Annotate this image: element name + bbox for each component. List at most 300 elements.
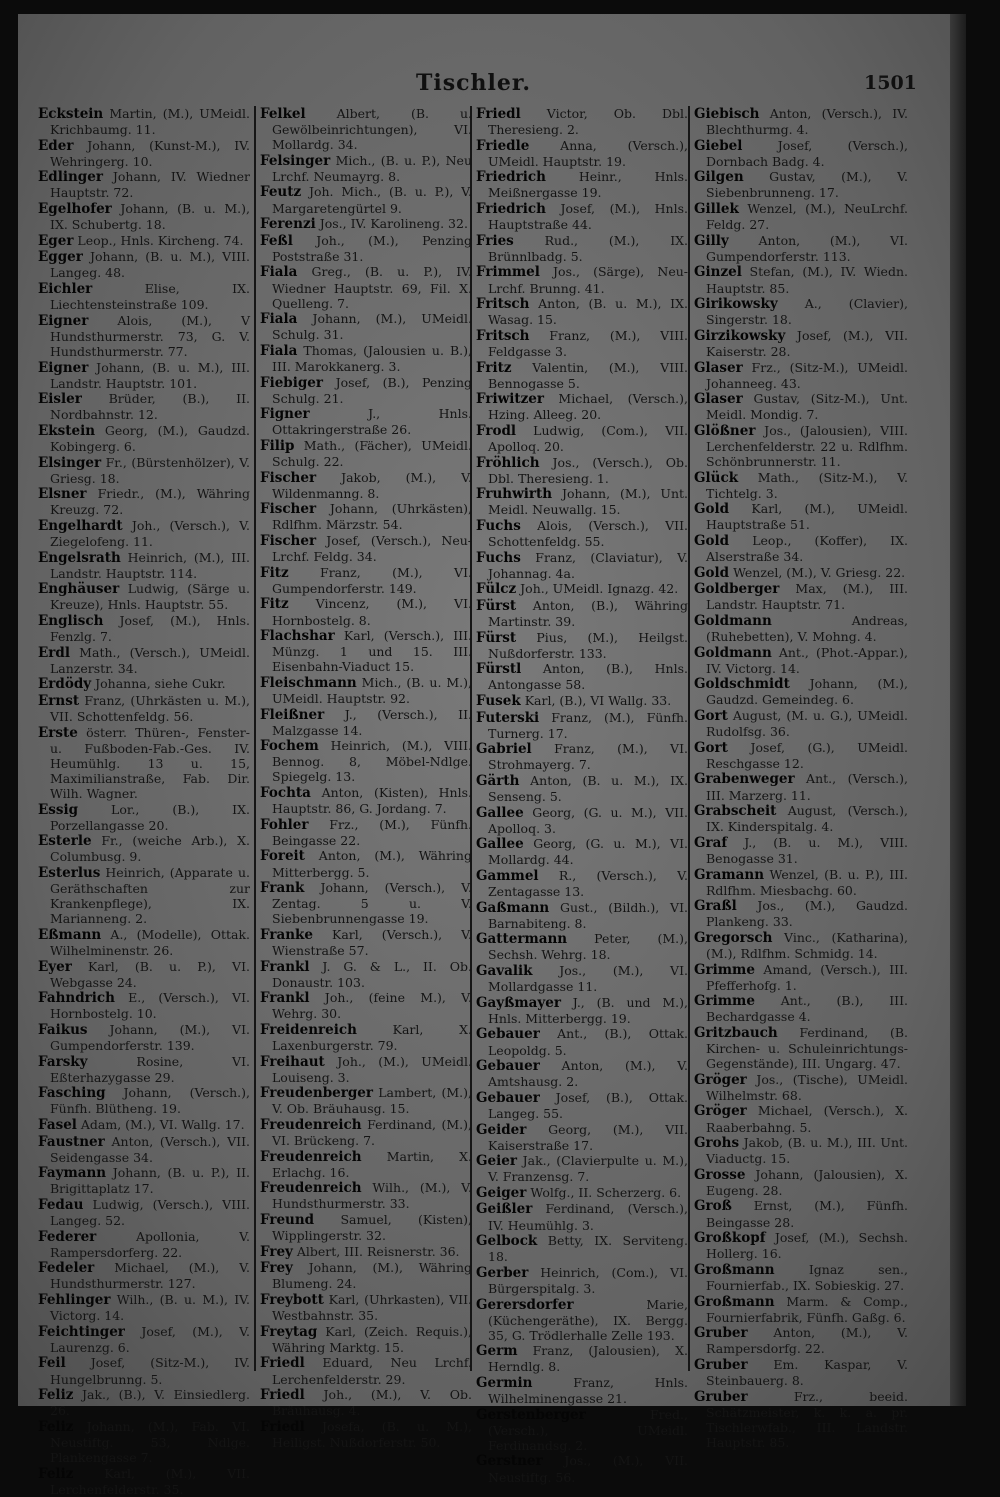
entry-details: Johann, (M.), Gaudzd. Gemeindeg. 6. [706, 676, 908, 708]
directory-entry [694, 993, 908, 1024]
entry-surname: Fritsch [476, 296, 530, 313]
directory-page [18, 14, 966, 1497]
entry-details: Gustav, (M.), V. Siebenbrunneng. 17. [706, 169, 908, 201]
directory-entry [260, 264, 472, 310]
entry-surname: Eigner [38, 312, 89, 329]
directory-entry [260, 707, 472, 738]
directory-entry [476, 201, 688, 232]
entry-details: Elise, IX. Liechtensteinstraße 109. [50, 281, 250, 313]
directory-entry [694, 470, 908, 501]
entry-surname: Flachshar [260, 628, 335, 645]
entry-details: österr. Thüren-, Fenster- u. Fußboden-Fab.-Ges. IV. Heumühlg. 13 u. 15, Maximilianstraße, Fab. Dir. Wilh. Wagner. [50, 724, 250, 802]
entry-details: Frz., (Sitz-M.), UMeidl. Johanneeg. 43. [706, 359, 908, 391]
entry-surname: Fiebiger [260, 374, 324, 391]
directory-entry [694, 1198, 908, 1229]
entry-surname: Ekstein [38, 422, 96, 439]
entry-surname: Goldberger [694, 581, 780, 598]
directory-entry [38, 486, 250, 517]
entry-details: Fr., (weiche Arb.), X. Columbusg. 9. [50, 833, 250, 865]
entry-details: Joh., (M.), V. Ob. Bräuhausg. 4. [272, 1387, 472, 1419]
directory-entry [260, 596, 472, 627]
column-divider [688, 106, 690, 1371]
directory-entry [38, 1260, 250, 1291]
entry-surname: Engelsrath [38, 549, 121, 566]
directory-entry [476, 1233, 688, 1264]
entry-surname: Frankl [260, 990, 310, 1007]
directory-entry [260, 675, 472, 706]
entry-surname: Friwitzer [476, 391, 544, 408]
directory-entry [694, 930, 908, 961]
directory-entry [260, 184, 472, 215]
directory-entry [38, 1387, 250, 1418]
directory-entry [260, 216, 472, 232]
entry-surname: Faikus [38, 1021, 88, 1038]
directory-entry [476, 693, 688, 709]
entry-details: Lambert, (M.), V. Ob. Bräuhausg. 15. [272, 1085, 472, 1117]
directory-entry [38, 1054, 250, 1085]
entry-surname: Fochta [260, 785, 311, 802]
directory-entry [476, 1375, 688, 1406]
entry-surname: Germin [476, 1375, 533, 1391]
entry-surname: Fritsch [476, 327, 530, 344]
entry-surname: Gruber [694, 1356, 748, 1373]
entry-surname: Feichtinger [38, 1323, 125, 1340]
entry-surname: Fischer [260, 533, 317, 550]
entry-surname: Goldschmidt [694, 676, 790, 693]
entry-surname: Grimme [694, 961, 755, 978]
entry-details: Josefa, (B. u. M.), Heiligst. Nußdorferstr. 50. [272, 1418, 472, 1450]
directory-entry [260, 1292, 472, 1323]
entry-surname: Frank [260, 880, 305, 897]
entry-details: Wilh., (B. u. M.), IV. Victorg. 14. [50, 1292, 250, 1324]
directory-entry [694, 740, 908, 771]
entry-details: Franz, (M.), Fünfh. Turnerg. 17. [488, 709, 688, 741]
directory-entry [38, 1466, 250, 1497]
entry-details: Georg, (M.), Gaudzd. Kobingerg. 6. [50, 422, 250, 454]
entry-details: Jos., (Tische), UMeidl. Wilhelmstr. 68. [706, 1071, 908, 1103]
entry-surname: Fiala [260, 264, 298, 281]
entry-surname: Gabriel [476, 741, 532, 758]
directory-entry [476, 661, 688, 692]
directory-entry [476, 1090, 688, 1121]
entry-details: Georg, (G. u. M.), VI. Mollardg. 44. [488, 836, 688, 868]
directory-entry [694, 898, 908, 929]
directory-entry [476, 1407, 688, 1453]
entry-details: Heinrich, (M.), III. Landstr. Hauptstr. 114. [50, 549, 250, 581]
directory-entry [476, 710, 688, 741]
directory-entry [476, 233, 688, 264]
directory-entry [260, 785, 472, 816]
directory-entry [260, 1149, 472, 1180]
entry-surname: Fülcz [476, 581, 517, 598]
directory-entry [694, 391, 908, 422]
entry-surname: Freudenreich [260, 1148, 362, 1165]
entry-surname: Gallee [476, 804, 524, 821]
directory-entry [38, 959, 250, 990]
entry-details: Ludwig, (Com.), VII. Apolloq. 20. [488, 422, 688, 454]
entry-surname: Grimme [694, 993, 755, 1010]
entry-details: Peter, (M.), Sechsh. Wehrg. 18. [488, 931, 688, 963]
entry-details: Wenzel, (B. u. P.), III. Rdlfhm. Miesbachg. 60. [706, 866, 908, 898]
entry-surname: Gammel [476, 868, 539, 884]
directory-entry [260, 233, 472, 264]
entry-details: Anton, (M.), Währing Mitterbergg. 5. [272, 848, 472, 880]
entry-details: Ant., (Phot.-Appar.), IV. Victorg. 14. [706, 644, 908, 676]
directory-entry [38, 990, 250, 1021]
entry-surname: Geiger [476, 1184, 527, 1201]
directory-entry [694, 1389, 908, 1450]
entry-surname: Graßl [694, 898, 737, 915]
directory-entry [694, 803, 908, 834]
entry-surname: Großmann [694, 1261, 775, 1278]
entry-details: Johann, IV. Wiedner Hauptstr. 72. [50, 169, 250, 201]
entry-surname: Freund [260, 1212, 315, 1229]
entry-details: Anton, (Versch.), VII. Seidengasse 34. [50, 1133, 250, 1165]
entry-surname: Gröger [694, 1071, 747, 1088]
entry-surname: Fasching [38, 1085, 106, 1102]
entry-details: Math., (Sitz-M.), V. Tichtelg. 3. [706, 469, 908, 501]
entry-details: Jos., (Särge), Neu-Lrchf. Brunng. 41. [488, 264, 688, 296]
entry-details: Georg, (M.), VII. Kaiserstraße 17. [488, 1121, 688, 1153]
entry-details: A., (Clavier), Singerstr. 18. [706, 296, 908, 328]
entry-surname: Federer [38, 1228, 97, 1245]
entry-details: J., (Versch.), II. Malzgasse 14. [272, 706, 472, 738]
entry-surname: Gattermann [476, 931, 568, 948]
directory-entry [694, 423, 908, 469]
directory-entry [38, 676, 250, 692]
entry-details: Joh., UMeidl. Ignazg. 42. [516, 581, 679, 597]
page-title: Tischler. [416, 70, 532, 96]
entry-details: Martin, X. Erlachg. 16. [272, 1148, 472, 1180]
entry-surname: Fusek [476, 692, 521, 709]
directory-entry [476, 423, 688, 454]
entry-surname: Friedrich [476, 169, 546, 186]
directory-entry [476, 1343, 688, 1374]
directory-entry [476, 550, 688, 581]
entry-details: Ludwig, (Versch.), VIII. Langeg. 52. [50, 1196, 250, 1229]
entry-surname: Eder [38, 137, 74, 154]
entry-surname: Gavalik [476, 963, 533, 980]
entry-details: Johann, (B. u. P.), II. Brigittaplatz 17. [50, 1165, 250, 1197]
directory-entry [694, 708, 908, 739]
entry-details: Michael, (Versch.), Hzing. Alleeg. 20. [488, 391, 688, 423]
entry-surname: Ernst [38, 692, 80, 709]
entry-details: Joh. Mich., (B. u. P.), V. Margaretengürtel 9. [272, 184, 472, 216]
entry-details: Ernst, (M.), Fünfh. Beingasse 28. [706, 1198, 908, 1230]
directory-entry [38, 249, 250, 280]
directory-entry [260, 153, 472, 184]
entry-surname: Frodl [476, 422, 517, 439]
entry-surname: Faustner [38, 1133, 105, 1150]
entry-details: Math., (Versch.), UMeidl. Lanzerstr. 34. [50, 644, 250, 676]
entry-details: Johann, (M.), Fab. VI. Neustiftg. 53, Ndlge. Plankengasse 7. [50, 1418, 250, 1465]
entry-surname: Erdl [38, 644, 70, 661]
entry-details: Franz, (Claviatur), V. Johannag. 4a. [488, 549, 688, 581]
directory-entry [694, 771, 908, 802]
directory-entry [38, 865, 250, 926]
entry-surname: Gritzbauch [694, 1024, 778, 1041]
entry-surname: Glaser [694, 391, 743, 408]
entry-surname: Freihaut [260, 1053, 325, 1070]
entry-surname: Egelhofer [38, 201, 112, 218]
entry-details: Jos., (M.), Gaudzd. Plankeng. 33. [706, 898, 908, 930]
entry-surname: Friedrich [476, 201, 546, 218]
entry-surname: Gold [694, 501, 730, 518]
directory-entry [38, 1292, 250, 1323]
entry-details: Gustav, (Sitz-M.), Unt. Meidl. Mondig. 7. [706, 391, 908, 423]
entry-surname: Freudenreich [260, 1117, 362, 1133]
entry-surname: Fleißner [260, 706, 325, 723]
entry-details: Franz, (Jalousien), X. Herndlg. 8. [488, 1343, 688, 1375]
directory-entry [260, 1212, 472, 1243]
directory-entry [476, 995, 688, 1026]
directory-entry [260, 406, 472, 437]
entry-details: Ant., (B.), III. Bechardgasse 4. [706, 993, 908, 1025]
entry-details: Ferdinand, (M.), VI. Brückeng. 7. [272, 1117, 472, 1149]
entry-surname: Frimmel [476, 264, 540, 281]
entry-details: Vincenz, (M.), VI. Hornbostelg. 8. [272, 596, 472, 628]
entry-details: Karl, (M.), VII. Lerchenfelderstr. 35. [50, 1465, 250, 1497]
book-spine-shadow [950, 14, 966, 1406]
directory-entry [694, 1103, 908, 1134]
entry-surname: Fedau [38, 1196, 84, 1213]
entry-details: Wenzel, (M.), V. Griesg. 22. [729, 564, 906, 580]
entry-details: Joh., (M.), Penzing Poststraße 31. [272, 232, 472, 264]
entry-details: Rud., (M.), IX. Brünnlbadg. 5. [488, 232, 688, 264]
entry-surname: Franke [260, 926, 313, 943]
entry-details: Mich., (B. u. P.), Neu Lrchf. Neumayrg. 8. [272, 152, 472, 184]
entry-details: Ferdinand, (B. Kirchen- u. Schuleinrichtungs-Gegenstände), III. Ungarg. 47. [706, 1024, 908, 1072]
entry-surname: Fochem [260, 738, 319, 755]
entry-details: Wolfg., II. Scherzerg. 6. [526, 1184, 682, 1200]
entry-details: Karl, X. Laxenburgerstr. 79. [272, 1021, 472, 1054]
entry-surname: Friedl [260, 1387, 305, 1404]
directory-entry [694, 565, 908, 581]
entry-details: Alois, (M.), V Hundsthurmerstr. 73, G. V. Hundsthurmerstr. 77. [50, 312, 250, 359]
entry-details: Marie, (Küchengeräthe), IX. Bergg. 35, G. Trödlerhalle Zelle 193. [488, 1296, 688, 1343]
entry-surname: Erdödy [38, 676, 92, 693]
entry-surname: Fiala [260, 342, 298, 359]
entry-details: Franz, (M.), VIII. Feldgasse 3. [488, 327, 688, 359]
directory-entry [260, 1260, 472, 1291]
entry-surname: Ginzel [694, 264, 742, 281]
entry-surname: Fleischmann [260, 674, 357, 691]
entry-surname: Freybott [260, 1292, 324, 1309]
entry-surname: Groß [694, 1198, 732, 1215]
entry-details: Karl, (Uhrkasten), VII. Westbahnstr. 35. [272, 1292, 472, 1324]
entry-details: Pius, (M.), Heilgst. Nußdorferstr. 133. [488, 629, 688, 661]
entry-surname: Fürst [476, 597, 517, 614]
entry-surname: Gelbock [476, 1233, 538, 1250]
entry-surname: Geier [476, 1153, 517, 1170]
directory-entry [694, 106, 908, 137]
entry-surname: Gebauer [476, 1089, 540, 1106]
entry-surname: Friedl [260, 1418, 305, 1435]
entry-details: Math., (Fächer), UMeidl. Schulg. 22. [272, 437, 472, 470]
directory-entry [476, 486, 688, 517]
directory-entry [260, 1419, 472, 1450]
entry-details: Em. Kaspar, V. Steinbauerg. 8. [706, 1356, 908, 1388]
entry-details: Betty, IX. Serviteng. 18. [488, 1233, 688, 1265]
directory-entry [38, 693, 250, 724]
directory-entry [260, 990, 472, 1021]
entry-surname: Grabscheit [694, 803, 777, 820]
entry-surname: Feil [38, 1355, 66, 1372]
directory-entry [694, 1167, 908, 1198]
entry-details: Johann, (B. u. M.), IX. Schubertg. 18. [50, 201, 250, 233]
entry-details: Andreas, (Ruhebetten), V. Mohng. 4. [706, 613, 908, 645]
entry-details: Anton, (B.), Hnls. Antongasse 58. [488, 661, 688, 693]
entry-surname: Gort [694, 708, 728, 725]
entry-surname: Fiala [260, 311, 298, 328]
directory-entry [260, 533, 472, 564]
directory-entry [694, 835, 908, 866]
entry-details: Michael, (Versch.), X. Raaberbahng. 5. [706, 1103, 908, 1135]
entry-surname: Eichler [38, 281, 93, 298]
entry-details: Anton, (M.), VI. Gumpendorferstr. 113. [706, 232, 908, 264]
entry-details: Johann, (Versch.), V. Zentag. 5 u. V. Siebenbrunnengasse 19. [272, 880, 472, 927]
directory-entry [38, 313, 250, 359]
directory-entry [38, 645, 250, 676]
entry-surname: Glaser [694, 359, 743, 376]
entry-details: Georg, (G. u. M.), VII. Apolloq. 3. [488, 804, 688, 836]
entry-details: Anton, (B. u. M.), IX. Senseng. 5. [488, 772, 688, 805]
entry-surname: Fitz [260, 564, 289, 581]
entry-surname: Eisler [38, 391, 82, 408]
entry-details: Jos., (M.), VII. Neustiftg. 56. [488, 1453, 688, 1485]
entry-details: Wilh., (M.), V. Hundsthurmerstr. 33. [272, 1180, 472, 1212]
entry-surname: Fürst [476, 629, 517, 646]
entry-details: Rosine, VI. Eßterhazygasse 29. [50, 1053, 250, 1085]
entry-details: Franz, Hnls. Wilhelminengasse 21. [488, 1375, 688, 1407]
entry-details: Fred., (Versch.), UMeidl. Ferdinandsg. 2. [488, 1406, 688, 1453]
directory-entry [476, 630, 688, 661]
entry-surname: Geider [476, 1121, 527, 1138]
entry-details: Victor, Ob. Dbl. Theresieng. 2. [488, 106, 688, 138]
entry-surname: Erste [38, 724, 78, 741]
entry-surname: Gerstenberger [476, 1406, 586, 1423]
entry-details: Jak., (Clavierpulte u. M.), V. Franzensg. 7. [488, 1153, 688, 1185]
directory-entry [260, 628, 472, 674]
directory-entry [38, 423, 250, 454]
directory-entry [260, 1180, 472, 1211]
directory-entry [38, 201, 250, 232]
directory-entry [476, 264, 688, 295]
entry-surname: Frey [260, 1260, 293, 1277]
directory-entry [476, 805, 688, 836]
directory-entry [260, 1117, 472, 1148]
entry-details: Karl, (Versch.), III. Münzg. 1 und 15. III. Eisenbahn-Viaduct 15. [272, 628, 472, 675]
directory-entry [476, 1453, 688, 1484]
directory-entry [694, 533, 908, 564]
directory-entry [260, 817, 472, 848]
entry-surname: Fischer [260, 501, 317, 518]
entry-surname: Elsinger [38, 454, 102, 471]
entry-surname: Fruhwirth [476, 486, 553, 503]
entry-details: Heinrich, (Com.), VI. Bürgerspitalg. 3. [488, 1264, 688, 1296]
entry-surname: Gallee [476, 836, 524, 853]
entry-surname: Gruber [694, 1325, 748, 1342]
entry-surname: Feutz [260, 184, 302, 201]
directory-entry [38, 1165, 250, 1196]
entry-surname: Goldmann [694, 644, 772, 661]
directory-entry [260, 880, 472, 926]
entry-details: Gust., (Bildh.), VI. Barnabiteng. 8. [488, 899, 688, 931]
directory-entry [476, 741, 688, 772]
directory-entry [38, 833, 250, 864]
entry-details: Wenzel, (M.), NeuLrchf. Feldg. 27. [706, 201, 908, 233]
entry-surname: Freudenberger [260, 1085, 373, 1102]
entry-surname: Gerersdorfer [476, 1296, 574, 1313]
entry-details: Ant., (Versch.), III. Marzerg. 11. [706, 771, 908, 803]
directory-entry [38, 518, 250, 549]
entry-details: Brüder, (B.), II. Nordbahnstr. 12. [50, 391, 250, 423]
directory-entry [38, 1229, 250, 1260]
entry-surname: Grohs [694, 1135, 740, 1152]
entry-details: Franz, (Uhrkästen u. M.), VII. Schottenfeldg. 56. [50, 692, 250, 725]
entry-details: Frz., beeid. Schätzmeister, k. k. a. pr. Tischlerwfab., III. Landstr. Hauptstr. 85. [706, 1388, 908, 1450]
entry-surname: Gröger [694, 1103, 747, 1120]
directory-entry [260, 470, 472, 501]
directory-entry [38, 233, 250, 249]
entry-surname: Giebel [694, 137, 743, 154]
entry-details: Franz, (M.), VI. Gumpendorferstr. 149. [272, 564, 472, 596]
entry-surname: Felkel [260, 106, 306, 122]
directory-entry [476, 106, 688, 137]
directory-entry [476, 1058, 688, 1089]
directory-entry [694, 1072, 908, 1103]
entry-details: R., (Versch.), V. Zentagasse 13. [488, 868, 688, 900]
entry-details: E., (Versch.), VI. Hornbostelg. 10. [50, 990, 250, 1022]
entry-details: Josef, (B.), Penzing Schulg. 21. [272, 374, 472, 406]
entry-details: Eduard, Neu Lrchf. Lerchenfelderstr. 29. [272, 1355, 472, 1387]
directory-entry [38, 613, 250, 644]
entry-surname: Gregorsch [694, 929, 773, 946]
entry-surname: Germ [476, 1343, 518, 1360]
entry-details: Josef, (G.), UMeidl. Reschgasse 12. [706, 739, 908, 771]
entry-details: Jakob, (M.), V. Wildenmanng. 8. [272, 469, 472, 501]
directory-entry [260, 106, 472, 152]
entry-surname: Gayßmayer [476, 994, 561, 1011]
entry-surname: Friedl [260, 1355, 305, 1372]
directory-entry [694, 645, 908, 676]
directory-entry [38, 1085, 250, 1116]
page-number: 1501 [864, 72, 917, 94]
directory-column-4 [694, 106, 908, 1450]
entry-surname: Filip [260, 437, 295, 454]
entry-surname: Gilly [694, 232, 729, 249]
entry-surname: Eyer [38, 958, 72, 975]
directory-entry [260, 848, 472, 879]
entry-surname: Gramann [694, 866, 765, 883]
directory-entry [694, 1230, 908, 1261]
entry-details: Michael, (M.), V. Hundsthurmerstr. 127. [50, 1260, 250, 1292]
directory-entry [476, 169, 688, 200]
entry-details: Max, (M.), III. Landstr. Hauptstr. 71. [706, 581, 908, 613]
entry-details: Friedr., (M.), Währing Kreuzg. 72. [50, 486, 250, 518]
directory-entry [694, 1325, 908, 1356]
entry-details: Anton, (B. u. M.), IX. Wasag. 15. [488, 296, 688, 328]
entry-details: Johann, (M.), UMeidl. Schulg. 31. [272, 311, 472, 343]
entry-details: Josef, (M.), Sechsh. Hollerg. 16. [706, 1230, 908, 1262]
entry-surname: Fries [476, 232, 514, 249]
entry-surname: Gebauer [476, 1026, 540, 1043]
directory-entry [476, 1201, 688, 1232]
entry-details: Fr., (Bürstenhölzer), V. Griesg. 18. [50, 454, 250, 486]
directory-entry [260, 1387, 472, 1418]
page-header [18, 64, 948, 104]
entry-details: Martin, (M.), UMeidl. Krichbaumg. 11. [50, 106, 250, 138]
